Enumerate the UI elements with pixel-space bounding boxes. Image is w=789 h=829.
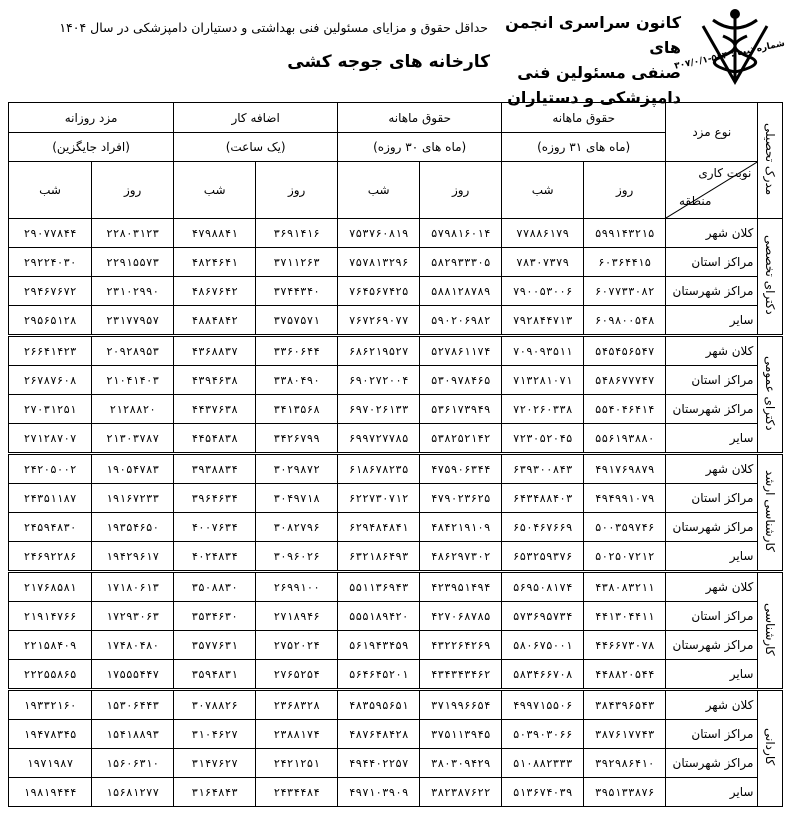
value-cell: ۳۰۸۲۷۹۶: [256, 513, 338, 542]
value-cell: ۴۴۱۳۰۴۴۱۱: [584, 602, 666, 631]
value-cell: ۲۴۳۵۱۱۸۷: [9, 484, 92, 513]
value-cell: ۲۱۹۱۴۷۶۶: [9, 602, 92, 631]
value-cell: ۶۳۲۱۸۶۴۹۳: [338, 542, 420, 572]
value-cell: ۲۲۸۰۳۱۲۳: [92, 219, 174, 248]
group-header: حقوق ماهانه: [502, 103, 666, 133]
group-subheader: (افراد جایگزین): [9, 133, 174, 162]
value-cell: ۵۹۹۱۴۳۲۱۵: [584, 219, 666, 248]
value-cell: ۴۴۳۷۶۳۸: [174, 395, 256, 424]
value-cell: ۱۵۶۰۶۳۱۰: [92, 749, 174, 778]
value-cell: ۵۸۲۹۳۳۳۰۵: [420, 248, 502, 277]
value-cell: ۲۶۶۴۱۴۲۳: [9, 336, 92, 366]
region-cell: مراکز شهرستان: [666, 277, 758, 306]
value-cell: ۲۹۵۶۵۱۲۸: [9, 306, 92, 336]
region-cell: کلان شهر: [666, 572, 758, 602]
table-row: [9, 306, 783, 336]
value-cell: ۳۷۱۹۹۶۶۵۴: [420, 690, 502, 720]
value-cell: ۶۲۹۴۸۴۸۴۱: [338, 513, 420, 542]
table-row: [9, 277, 783, 306]
value-cell: ۶۵۳۲۵۹۳۷۶: [502, 542, 584, 572]
day-header: روز: [584, 162, 666, 219]
value-cell: ۵۳۸۲۵۲۱۴۲: [420, 424, 502, 454]
day-header: روز: [92, 162, 174, 219]
value-cell: ۲۷۵۲۰۲۴: [256, 631, 338, 660]
document-title: کارخانه های جوجه کشی: [287, 52, 490, 72]
value-cell: ۶۸۶۲۱۹۵۲۷: [338, 336, 420, 366]
value-cell: ۵۶۹۵۰۸۱۷۴: [502, 572, 584, 602]
value-cell: ۱۵۳۰۶۴۴۳: [92, 690, 174, 720]
value-cell: ۷۵۳۷۶۰۸۱۹: [338, 219, 420, 248]
region-cell: مراکز استان: [666, 248, 758, 277]
table-row: [9, 572, 783, 602]
degree-cell: کارشناسی ارشد: [758, 454, 783, 572]
value-cell: ۴۲۷۰۶۸۷۸۵: [420, 602, 502, 631]
value-cell: ۳۰۹۶۰۲۶: [256, 542, 338, 572]
table-row: [9, 513, 783, 542]
value-cell: ۵۱۰۸۸۲۳۳۳: [502, 749, 584, 778]
value-cell: ۴۷۵۹۰۶۳۴۴: [420, 454, 502, 484]
value-cell: ۲۷۱۸۹۴۶: [256, 602, 338, 631]
value-cell: ۳۱۴۷۶۲۷: [174, 749, 256, 778]
value-cell: ۳۵۷۷۶۳۱: [174, 631, 256, 660]
value-cell: ۱۹۱۶۷۲۳۳: [92, 484, 174, 513]
value-cell: ۵۶۴۶۴۵۲۰۱: [338, 660, 420, 690]
value-cell: ۶۰۹۸۰۰۵۴۸: [584, 306, 666, 336]
shift-region-header: [666, 162, 758, 219]
value-cell: ۴۸۳۵۹۵۶۵۱: [338, 690, 420, 720]
degree-cell: کارشناسی: [758, 572, 783, 690]
value-cell: ۵۸۳۴۶۶۷۰۸: [502, 660, 584, 690]
value-cell: ۶۱۸۶۷۸۲۳۵: [338, 454, 420, 484]
value-cell: ۴۸۲۴۶۴۱: [174, 248, 256, 277]
value-cell: ۴۹۱۷۶۹۸۷۹: [584, 454, 666, 484]
value-cell: ۲۲۹۱۵۵۷۳: [92, 248, 174, 277]
value-cell: ۴۸۶۲۹۷۳۰۲: [420, 542, 502, 572]
value-cell: ۴۳۹۴۶۳۸: [174, 366, 256, 395]
value-cell: ۱۷۵۵۵۴۴۷: [92, 660, 174, 690]
value-cell: ۵۰۰۳۵۹۷۴۶: [584, 513, 666, 542]
value-cell: ۱۹۷۱۹۸۷: [9, 749, 92, 778]
value-cell: ۴۹۴۴۰۲۲۵۷: [338, 749, 420, 778]
value-cell: ۲۳۶۸۳۲۸: [256, 690, 338, 720]
table-row: [9, 484, 783, 513]
value-cell: ۳۹۲۹۸۶۴۱۰: [584, 749, 666, 778]
value-cell: ۳۵۳۴۶۳۰: [174, 602, 256, 631]
table-row: [9, 778, 783, 807]
group-header: حقوق ماهانه: [338, 103, 502, 133]
value-cell: ۲۹۴۶۷۶۷۲: [9, 277, 92, 306]
value-cell: ۶۹۷۰۲۶۱۳۳: [338, 395, 420, 424]
degree-cell: دکترای عمومی: [758, 336, 783, 454]
organization-name: [491, 10, 681, 110]
region-cell: مراکز شهرستان: [666, 631, 758, 660]
region-cell: مراکز شهرستان: [666, 395, 758, 424]
value-cell: ۲۷۶۵۲۵۴: [256, 660, 338, 690]
value-cell: ۴۷۹۰۲۳۶۲۵: [420, 484, 502, 513]
night-header: شب: [174, 162, 256, 219]
value-cell: ۳۳۶۰۶۴۴: [256, 336, 338, 366]
value-cell: ۶۹۰۲۷۲۰۰۴: [338, 366, 420, 395]
value-cell: ۲۲۲۵۵۸۶۵: [9, 660, 92, 690]
value-cell: ۲۳۸۸۱۷۴: [256, 720, 338, 749]
value-cell: ۲۱۷۶۸۵۸۱: [9, 572, 92, 602]
value-cell: ۳۰۷۸۸۲۶: [174, 690, 256, 720]
region-cell: کلان شهر: [666, 219, 758, 248]
value-cell: ۱۹۰۵۴۷۸۳: [92, 454, 174, 484]
value-cell: ۳۷۵۷۵۷۱: [256, 306, 338, 336]
value-cell: ۵۳۶۱۷۳۹۴۹: [420, 395, 502, 424]
table-row: [9, 395, 783, 424]
value-cell: ۲۰۹۲۸۹۵۳: [92, 336, 174, 366]
value-cell: ۷۸۳۰۷۳۷۹: [502, 248, 584, 277]
table-row: [9, 690, 783, 720]
value-cell: ۲۴۶۹۲۲۸۶: [9, 542, 92, 572]
region-cell: کلان شهر: [666, 690, 758, 720]
table-row: [9, 454, 783, 484]
degree-cell: دکترای تخصصی: [758, 219, 783, 336]
value-cell: ۷۶۴۵۶۷۴۲۵: [338, 277, 420, 306]
table-row: [9, 749, 783, 778]
value-cell: ۳۵۹۴۸۳۱: [174, 660, 256, 690]
value-cell: ۲۲۱۵۸۴۰۹: [9, 631, 92, 660]
degree-column-header: مدرک تحصیلی: [758, 103, 783, 219]
value-cell: ۵۵۴۰۴۶۴۱۴: [584, 395, 666, 424]
value-cell: ۵۳۰۹۷۸۴۶۵: [420, 366, 502, 395]
region-cell: مراکز شهرستان: [666, 749, 758, 778]
value-cell: ۲۳۱۷۷۹۵۷: [92, 306, 174, 336]
value-cell: ۵۸۸۱۲۸۷۸۹: [420, 277, 502, 306]
region-cell: مراکز استان: [666, 720, 758, 749]
value-cell: ۲۹۰۷۷۸۴۴: [9, 219, 92, 248]
value-cell: ۴۳۸۰۸۳۲۱۱: [584, 572, 666, 602]
table-row: [9, 602, 783, 631]
value-cell: ۳۸۷۶۱۷۷۴۳: [584, 720, 666, 749]
value-cell: ۷۶۷۲۶۹۰۷۷: [338, 306, 420, 336]
value-cell: ۲۴۳۴۴۸۴: [256, 778, 338, 807]
value-cell: ۵۲۷۸۶۱۱۷۴: [420, 336, 502, 366]
org-line-2: صنفی مسئولین فنی: [517, 63, 681, 82]
value-cell: ۳۷۱۱۲۶۳: [256, 248, 338, 277]
value-cell: ۵۴۸۶۷۷۷۴۷: [584, 366, 666, 395]
table-row: [9, 219, 783, 248]
value-cell: ۲۱۲۸۸۲۰: [92, 395, 174, 424]
value-cell: ۶۲۲۷۳۰۷۱۲: [338, 484, 420, 513]
wage-table: [8, 102, 783, 807]
value-cell: ۷۰۹۰۹۳۵۱۱: [502, 336, 584, 366]
value-cell: ۴۲۳۹۵۱۴۹۴: [420, 572, 502, 602]
table-row: [9, 660, 783, 690]
value-cell: ۵۱۳۶۷۴۰۳۹: [502, 778, 584, 807]
value-cell: ۴۴۶۶۷۳۰۷۸: [584, 631, 666, 660]
document-subtitle: حداقل حقوق و مزایای مسئولین فنی بهداشتی و دستیاران دامپزشکی در سال ۱۴۰۴: [59, 20, 488, 35]
value-cell: ۳۷۵۱۱۳۹۴۵: [420, 720, 502, 749]
value-cell: ۴۹۴۹۹۱۰۷۹: [584, 484, 666, 513]
value-cell: ۶۰۷۷۳۳۰۸۲: [584, 277, 666, 306]
value-cell: ۱۷۴۸۰۴۸۰: [92, 631, 174, 660]
value-cell: ۱۷۱۸۰۶۱۳: [92, 572, 174, 602]
value-cell: ۵۵۵۱۸۹۴۲۰: [338, 602, 420, 631]
table-row: [9, 720, 783, 749]
value-cell: ۶۹۹۷۲۷۷۸۵: [338, 424, 420, 454]
value-cell: ۵۷۳۶۹۵۷۳۴: [502, 602, 584, 631]
group-subheader: (ماه های ۳۱ روزه): [502, 133, 666, 162]
value-cell: ۳۸۰۳۰۹۴۲۹: [420, 749, 502, 778]
wage-type-header: نوع مزد: [666, 103, 758, 162]
value-cell: ۱۹۸۱۹۴۴۴: [9, 778, 92, 807]
value-cell: ۵۷۹۸۱۶۰۱۴: [420, 219, 502, 248]
region-label: منطقه: [679, 194, 712, 208]
value-cell: ۳۶۹۱۴۱۶: [256, 219, 338, 248]
value-cell: ۵۹۰۲۰۶۹۸۲: [420, 306, 502, 336]
value-cell: ۶۴۳۴۸۸۴۰۳: [502, 484, 584, 513]
day-header: روز: [256, 162, 338, 219]
value-cell: ۳۹۶۴۶۳۴: [174, 484, 256, 513]
value-cell: ۳۸۲۳۸۷۶۲۲: [420, 778, 502, 807]
table-row: [9, 631, 783, 660]
region-cell: سایر: [666, 778, 758, 807]
region-cell: سایر: [666, 660, 758, 690]
degree-cell: کاردانی: [758, 690, 783, 807]
value-cell: ۵۴۵۴۵۶۵۴۷: [584, 336, 666, 366]
value-cell: ۷۲۳۰۵۲۰۴۵: [502, 424, 584, 454]
value-cell: ۳۱۰۴۶۲۷: [174, 720, 256, 749]
letterhead: [0, 0, 789, 107]
table-row: [9, 542, 783, 572]
value-cell: ۴۰۰۷۶۳۴: [174, 513, 256, 542]
shift-label: نوبت کاری: [698, 166, 752, 180]
registration-number: شماره ثبت : ۵۶۴-۳۰۷/۰/۱: [673, 38, 786, 72]
org-line-3: دامپزشکی و دستیاران: [507, 88, 681, 107]
value-cell: ۲۱۳۰۳۷۸۷: [92, 424, 174, 454]
table-row: [9, 424, 783, 454]
group-subheader: (ماه های ۳۰ روزه): [338, 133, 502, 162]
value-cell: ۷۹۰۰۵۳۰۰۶: [502, 277, 584, 306]
value-cell: ۶۰۳۶۴۴۱۵: [584, 248, 666, 277]
value-cell: ۲۱۰۴۱۴۰۳: [92, 366, 174, 395]
value-cell: ۴۹۷۱۰۳۹۰۹: [338, 778, 420, 807]
value-cell: ۶۳۹۳۰۰۸۴۳: [502, 454, 584, 484]
value-cell: ۴۳۶۸۸۳۷: [174, 336, 256, 366]
value-cell: ۴۹۹۷۱۵۵۰۶: [502, 690, 584, 720]
value-cell: ۷۹۲۸۴۴۷۱۳: [502, 306, 584, 336]
value-cell: ۵۵۶۱۹۳۸۸۰: [584, 424, 666, 454]
value-cell: ۵۰۲۵۰۷۲۱۲: [584, 542, 666, 572]
region-cell: سایر: [666, 424, 758, 454]
value-cell: ۲۷۰۳۱۲۵۱: [9, 395, 92, 424]
value-cell: ۳۹۳۸۸۳۴: [174, 454, 256, 484]
value-cell: ۷۲۰۲۶۰۳۳۸: [502, 395, 584, 424]
table-row: [9, 366, 783, 395]
value-cell: ۳۰۲۹۸۷۲: [256, 454, 338, 484]
value-cell: ۱۹۳۵۴۶۵۰: [92, 513, 174, 542]
table-row: [9, 248, 783, 277]
value-cell: ۴۰۲۴۸۳۴: [174, 542, 256, 572]
value-cell: ۱۵۶۸۱۲۷۷: [92, 778, 174, 807]
value-cell: ۴۸۷۶۴۸۴۲۸: [338, 720, 420, 749]
value-cell: ۴۳۲۲۶۴۲۶۹: [420, 631, 502, 660]
value-cell: ۲۶۹۹۱۰۰: [256, 572, 338, 602]
value-cell: ۵۸۰۶۷۵۰۰۱: [502, 631, 584, 660]
value-cell: ۳۰۴۹۷۱۸: [256, 484, 338, 513]
value-cell: ۴۴۵۴۸۳۸: [174, 424, 256, 454]
group-header: مزد روزانه: [9, 103, 174, 133]
value-cell: ۴۸۸۴۸۴۲: [174, 306, 256, 336]
group-subheader: (یک ساعت): [174, 133, 338, 162]
value-cell: ۱۷۲۹۳۰۶۳: [92, 602, 174, 631]
value-cell: ۱۹۳۳۲۱۶۰: [9, 690, 92, 720]
region-cell: مراکز استان: [666, 484, 758, 513]
org-line-1: کانون سراسری انجمن های: [505, 13, 681, 57]
value-cell: ۴۸۶۷۶۴۲: [174, 277, 256, 306]
value-cell: ۳۷۴۴۳۴۰: [256, 277, 338, 306]
region-cell: مراکز استان: [666, 602, 758, 631]
region-cell: سایر: [666, 542, 758, 572]
value-cell: ۱۵۴۱۸۸۹۳: [92, 720, 174, 749]
value-cell: ۳۵۰۸۸۳۰: [174, 572, 256, 602]
value-cell: ۲۹۲۲۴۰۳۰: [9, 248, 92, 277]
value-cell: ۵۰۳۹۰۳۰۶۶: [502, 720, 584, 749]
value-cell: ۲۳۱۰۲۹۹۰: [92, 277, 174, 306]
value-cell: ۴۷۹۸۸۴۱: [174, 219, 256, 248]
value-cell: ۲۴۲۰۵۰۰۲: [9, 454, 92, 484]
night-header: شب: [338, 162, 420, 219]
value-cell: ۳۱۶۴۸۴۳: [174, 778, 256, 807]
value-cell: ۲۴۲۱۲۵۱: [256, 749, 338, 778]
value-cell: ۶۵۰۴۶۷۶۶۹: [502, 513, 584, 542]
value-cell: ۲۴۵۹۴۸۳۰: [9, 513, 92, 542]
value-cell: ۳۴۱۳۵۶۸: [256, 395, 338, 424]
group-header: اضافه کار: [174, 103, 338, 133]
value-cell: ۵۵۱۱۳۶۹۴۳: [338, 572, 420, 602]
value-cell: ۷۱۳۲۸۱۰۷۱: [502, 366, 584, 395]
value-cell: ۲۷۱۲۸۷۰۷: [9, 424, 92, 454]
value-cell: ۳۸۴۳۹۶۵۴۳: [584, 690, 666, 720]
region-cell: سایر: [666, 306, 758, 336]
region-cell: مراکز استان: [666, 366, 758, 395]
day-header: روز: [420, 162, 502, 219]
value-cell: ۲۶۷۸۷۶۰۸: [9, 366, 92, 395]
night-header: شب: [9, 162, 92, 219]
region-cell: مراکز شهرستان: [666, 513, 758, 542]
value-cell: ۷۵۷۸۱۳۲۹۶: [338, 248, 420, 277]
region-cell: کلان شهر: [666, 336, 758, 366]
value-cell: ۳۳۸۰۴۹۰: [256, 366, 338, 395]
value-cell: ۴۳۴۳۴۳۴۶۲: [420, 660, 502, 690]
value-cell: ۱۹۴۲۹۶۱۷: [92, 542, 174, 572]
value-cell: ۱۹۴۷۸۳۴۵: [9, 720, 92, 749]
value-cell: ۳۴۲۶۷۹۹: [256, 424, 338, 454]
value-cell: ۳۹۵۱۳۳۸۷۶: [584, 778, 666, 807]
region-cell: کلان شهر: [666, 454, 758, 484]
value-cell: ۴۸۴۲۱۹۱۰۹: [420, 513, 502, 542]
table-body: [9, 219, 783, 807]
value-cell: ۴۴۸۸۲۰۵۴۴: [584, 660, 666, 690]
value-cell: ۵۶۱۹۴۳۴۵۹: [338, 631, 420, 660]
table-row: [9, 336, 783, 366]
night-header: شب: [502, 162, 584, 219]
value-cell: ۷۷۸۸۶۱۷۹: [502, 219, 584, 248]
